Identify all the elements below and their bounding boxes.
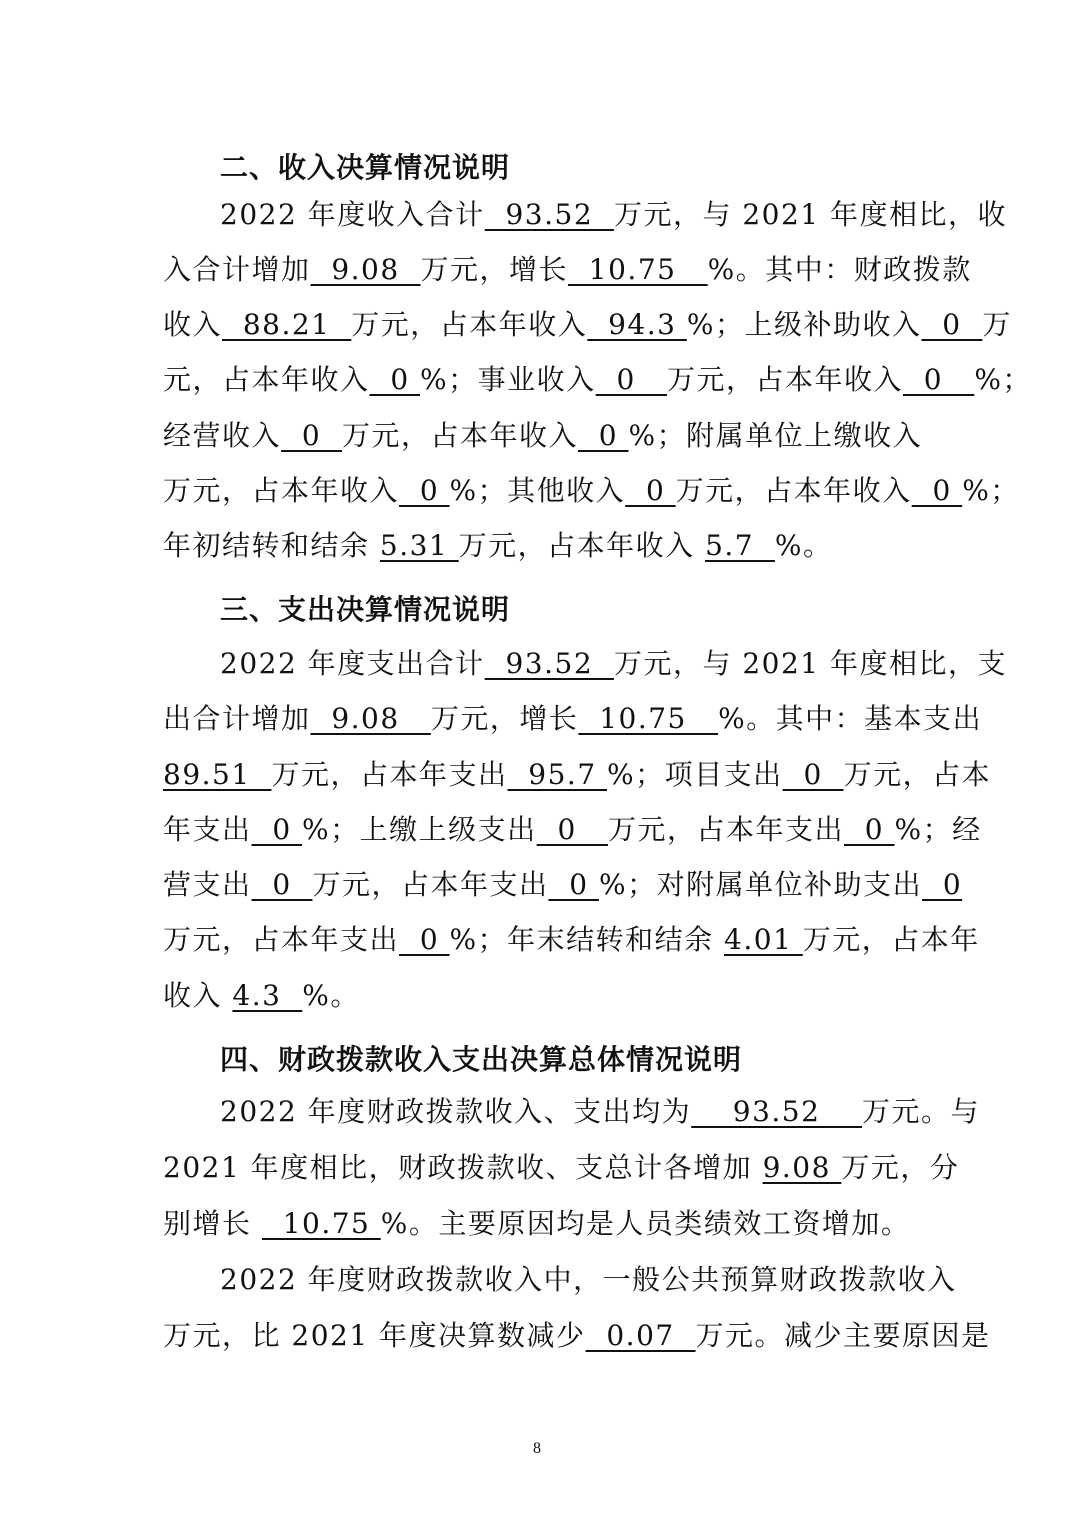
text-segment: 营支出 — [163, 868, 252, 901]
text-segment: %；年末结转和结余 — [449, 923, 725, 956]
text-segment: 别增长 — [163, 1207, 262, 1240]
underlined-value: 0 — [399, 923, 450, 956]
text-segment: 收入 — [163, 979, 233, 1012]
section3-text-line — [163, 978, 913, 1014]
text-segment: 万元，占本年 — [802, 923, 980, 956]
section2-text-line — [163, 307, 1012, 343]
text-segment: %。 — [302, 979, 360, 1012]
text-segment: 万元。与 — [862, 1095, 981, 1128]
text-segment: %；附属单位上缴收入 — [628, 419, 923, 452]
underlined-value: 0 — [536, 813, 608, 846]
text-segment: %；上级补助收入 — [686, 308, 922, 341]
text-segment: 元，占本年收入 — [163, 363, 370, 396]
underlined-value: 93.52 — [484, 198, 614, 231]
section4-heading: 四、财政拨款收入支出决算总体情况说明 — [220, 1043, 743, 1076]
text-segment: 万元，占本 — [843, 758, 992, 791]
underlined-value: 5.7 — [705, 529, 775, 562]
text-segment: 年初结转和结余 — [163, 529, 380, 562]
underlined-value: 9.08 — [310, 253, 421, 286]
text-segment: 入合计增加 — [163, 253, 311, 286]
text-segment: 万元，增长 — [430, 702, 579, 735]
text-segment: 万元，占本年支出 — [163, 923, 400, 956]
text-segment: 万元，占本年收入 — [351, 308, 588, 341]
underlined-value: 4.3 — [232, 979, 303, 1012]
text-segment: %；上缴上级支出 — [302, 813, 537, 846]
underlined-value: 0 — [251, 813, 303, 846]
underlined-value: 93.52 — [484, 647, 614, 680]
section2-text-line — [163, 418, 923, 454]
text-segment: 年支出 — [163, 813, 252, 846]
text-segment: %；事业收入 — [420, 363, 596, 396]
underlined-value: 9.08 — [310, 702, 431, 735]
text-segment: %；其他收入 — [449, 474, 626, 507]
text-segment: 收入 — [163, 308, 223, 341]
text-segment: %； — [974, 363, 1032, 396]
text-segment: 万元，与 2021 年度相比，支 — [613, 647, 1007, 680]
text-segment: 万元，占本年支出 — [607, 813, 844, 846]
text-segment: %；对附属单位补助支出 — [598, 868, 923, 901]
section2-text-line — [220, 197, 1007, 233]
text-segment: 万元，占本年收入 — [458, 529, 706, 562]
text-segment: 2022 年度财政拨款收入、支出均为 — [220, 1095, 692, 1128]
underlined-value: 0 — [782, 758, 844, 791]
text-segment: 万元，占本年支出 — [271, 758, 508, 791]
section4-text-line — [163, 1318, 991, 1354]
text-segment: %。其中：基本支出 — [718, 702, 983, 735]
section3-text-line — [163, 922, 980, 958]
underlined-value: 10.75 — [567, 253, 708, 286]
underlined-value: 88.21 — [222, 308, 352, 341]
text-segment: 万元。减少主要原因是 — [695, 1319, 991, 1352]
text-segment: 万元，占本年收入 — [341, 419, 578, 452]
section4-text-line — [220, 1094, 981, 1130]
text-segment: 2022 年度收入合计 — [220, 198, 485, 231]
underlined-value: 0 — [369, 363, 421, 396]
underlined-value: 0 — [281, 419, 342, 452]
text-segment: %；经 — [894, 813, 982, 846]
text-segment: %。其中：财政拨款 — [707, 253, 972, 286]
text-segment: 万 — [982, 308, 1012, 341]
text-segment: 经营收入 — [163, 419, 282, 452]
section2-heading: 二、收入决算情况说明 — [220, 151, 511, 184]
text-segment: %。 — [774, 529, 833, 562]
section4-text-line — [163, 1206, 913, 1242]
section3-text-line — [163, 812, 982, 848]
underlined-value: 0 — [577, 419, 629, 452]
underlined-value: 10.75 — [578, 702, 719, 735]
text-segment: 2021 年度相比，财政拨款收、支总计各增加 — [163, 1151, 763, 1184]
text-segment: 万元，增长 — [420, 253, 568, 286]
underlined-value: 0 — [921, 308, 983, 341]
underlined-value: 5.31 — [379, 529, 459, 562]
underlined-value: 0 — [595, 363, 667, 396]
underlined-value: 0 — [548, 868, 599, 901]
text-segment: %。主要原因均是人员类绩效工资增加。 — [380, 1207, 911, 1240]
underlined-value: 0 — [902, 363, 975, 396]
section3-text-line — [163, 701, 983, 737]
underlined-value: 93.52 — [691, 1095, 863, 1128]
underlined-value: 4.01 — [724, 923, 803, 956]
page-number: 8 — [533, 1440, 541, 1457]
section3-text-line — [163, 757, 992, 793]
section3-text-line — [220, 646, 1007, 682]
text-segment: 万元，占本年支出 — [312, 868, 549, 901]
section4-text-line — [163, 1150, 960, 1186]
text-segment: %；项目支出 — [607, 758, 783, 791]
underlined-value: 89.51 — [163, 758, 272, 791]
underlined-value: 94.3 — [587, 308, 687, 341]
underlined-value: 0 — [625, 474, 676, 507]
text-segment: 万元，占本年收入 — [666, 363, 903, 396]
text-segment: 万元，占本年收入 — [675, 474, 912, 507]
text-segment: %； — [962, 474, 1020, 507]
section2-text-line — [163, 362, 1032, 398]
text-segment: 万元，占本年收入 — [163, 474, 400, 507]
underlined-value: 10.75 — [261, 1207, 381, 1240]
underlined-value: 95.7 — [507, 758, 608, 791]
text-segment: 万元，分 — [841, 1151, 960, 1184]
underlined-value: 0.07 — [585, 1319, 696, 1352]
section3-heading: 三、支出决算情况说明 — [220, 593, 511, 626]
section2-text-line — [163, 528, 913, 564]
text-segment: 出合计增加 — [163, 702, 311, 735]
section2-text-line — [163, 252, 972, 288]
underlined-value: 0 — [251, 868, 313, 901]
text-segment: 2022 年度财政拨款收入中，一般公共预算财政拨款收入 — [220, 1263, 957, 1296]
section3-text-line — [163, 867, 963, 903]
text-segment: 2022 年度支出合计 — [220, 647, 485, 680]
underlined-value: 0 — [843, 813, 895, 846]
underlined-value: 9.08 — [762, 1151, 842, 1184]
underlined-value: 0 — [911, 474, 963, 507]
underlined-value: 0 — [922, 868, 963, 901]
text-segment: 万元，与 2021 年度相比，收 — [613, 198, 1007, 231]
section2-text-line — [163, 473, 1020, 509]
text-segment: 万元，比 2021 年度决算数减少 — [163, 1319, 586, 1352]
underlined-value: 0 — [399, 474, 450, 507]
section4-text-line — [220, 1262, 957, 1298]
